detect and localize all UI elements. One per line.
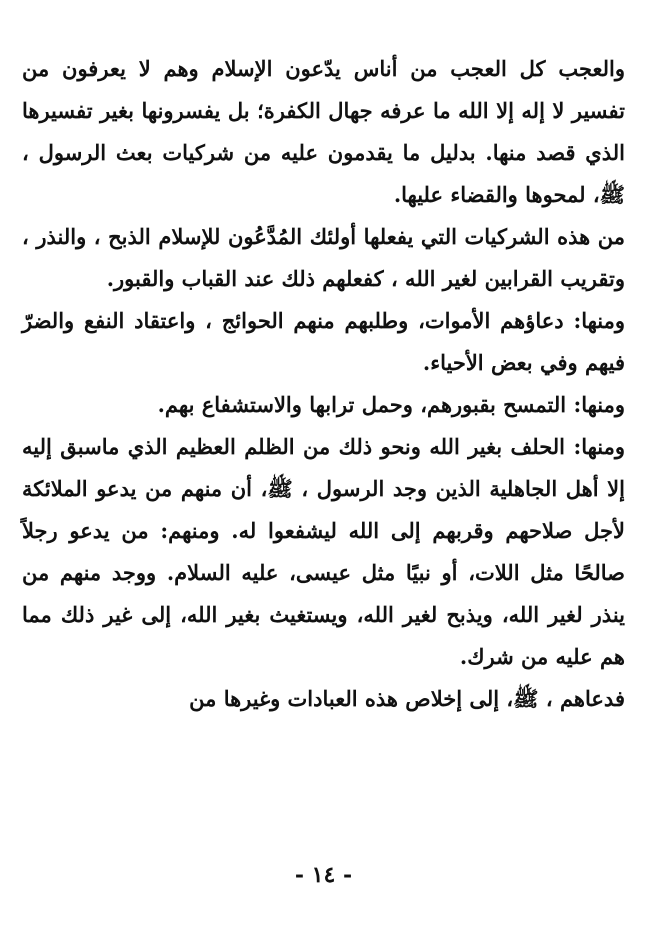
paragraph-2 <box>22 216 625 300</box>
paragraph-5-lead: ومنها: <box>573 434 625 459</box>
paragraph-1-text: والعجب كل العجب من أناس يدّعون الإسلام وهم لا يعرفون من تفسير لا إله إلا الله ما عرفه جهال الكفرة؛ بل يفسرونها بغير تفسيرها الذي قصد منها. بدليل ما يقدمون عليه من شركيات بعث الرسول ، ﷺ، لمحوها والقضاء عليها. <box>22 56 625 207</box>
page-number: - ١٤ - <box>294 862 353 888</box>
paragraph-5 <box>22 426 625 678</box>
paragraph-2-text: من هذه الشركيات التي يفعلها أولئك المُدَّعُون للإسلام الذبح ، والنذر ، وتقريب القرابين لغير الله ، كفعلهم ذلك عند القباب والقبور. <box>22 224 625 291</box>
paragraph-4-lead: ومنها: <box>573 392 625 417</box>
paragraph-5-text: الحلف بغير الله ونحو ذلك من الظلم العظيم الذي ماسبق إليه إلا أهل الجاهلية الذين وجد الرسول ، ﷺ، أن منهم من يدعو الملائكة لأجل صلاحهم وقربهم إلى الله ليشفعوا له. ومنهم: من يدعو رجلاً صالحًا مثل اللات، أو نبيًا مثل عيسى، عليه السلام. ووجد منهم من ينذر لغير الله، ويذبح لغير الله، ويستغيث بغير الله، إلى غير ذلك مما هم عليه من شرك. <box>22 434 625 669</box>
paragraph-6-text: فدعاهم ، ﷺ، إلى إخلاص هذه العبادات وغيرها من <box>189 686 625 711</box>
page-text <box>22 48 625 720</box>
paragraph-4 <box>22 384 625 426</box>
paragraph-3-text: دعاؤهم الأموات، وطلبهم منهم الحوائج ، واعتقاد النفع والضرّ فيهم وفي بعض الأحياء. <box>22 308 625 375</box>
paragraph-1 <box>22 48 625 216</box>
paragraph-3-lead: ومنها: <box>573 308 625 333</box>
paragraph-3 <box>22 300 625 384</box>
paragraph-6 <box>22 678 625 720</box>
paragraph-4-text: التمسح بقبورهم، وحمل ترابها والاستشفاع بهم. <box>157 392 574 417</box>
